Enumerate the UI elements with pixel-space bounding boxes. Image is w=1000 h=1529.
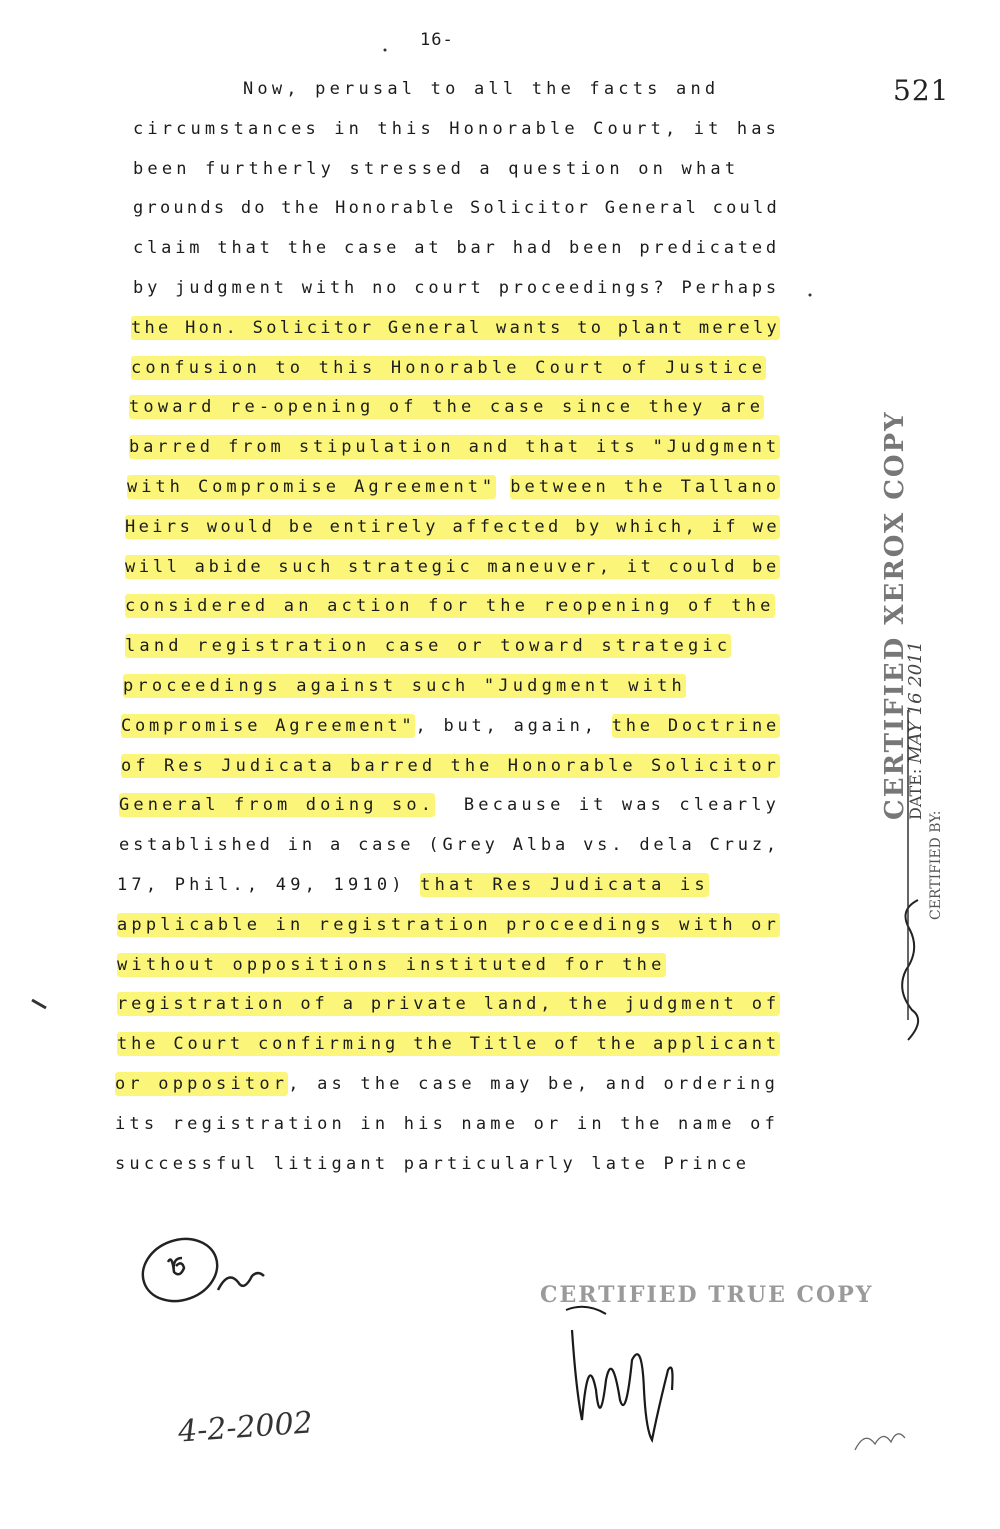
circled-page-mark [134,1229,264,1311]
text-segment: established in a case (Grey Alba vs. dela Cruz, [119,835,780,856]
highlighted-text: with Compromise Agreement" [127,477,497,497]
page-number-stamped: 521 [893,74,950,107]
highlighted-text: between the Tallano [510,477,781,497]
highlighted-text: or oppositor [115,1074,289,1094]
stamp-signature [902,710,918,1040]
text-segment: Because it was clearly [435,795,780,816]
text-segment: 17, Phil., 49, 1910) [117,875,421,895]
highlighted-text: that Res Judicata is [420,875,709,895]
handwritten-date: 4-2-2002 [176,1405,314,1450]
signature [566,1307,673,1440]
text-segment: by judgment with no court proceedings? Perhaps [133,278,780,298]
highlighted-text: proceedings against such "Judgment with [123,676,686,696]
scribble-mark [855,1434,905,1450]
text-segment: successful litigant particularly late Prince [115,1153,751,1174]
highlighted-text: registration of a private land, the judgment of [117,994,780,1015]
text-segment: circumstances in this Honorable Court, it has [133,118,780,139]
highlighted-text: of Res Judicata barred the Honorable Solicitor [121,755,780,776]
text-segment: , as the case may be, and ordering [288,1074,780,1094]
highlighted-text: toward re-opening of the case since they are [129,397,765,418]
highlighted-text: the Hon. Solicitor General wants to plant merely [131,317,780,338]
highlighted-text: confusion to this Honorable Court of Justice [131,357,767,378]
highlighted-text: General from doing so. [119,795,436,816]
highlighted-text: applicable in registration proceedings with or [117,914,780,935]
stamp-date-label: DATE: [906,768,925,820]
highlighted-text: barred from stipulation and that its "Judgment [129,437,780,458]
text-segment: Now, perusal to all the facts and [243,79,720,99]
highlighted-text: the Doctrine [611,715,781,736]
text-segment: claim that the case at bar had been predicated [133,238,780,259]
highlighted-text: Heirs would be entirely affected by which, if we [125,516,780,537]
highlighted-text: Compromise Agreement" [121,715,416,736]
stamp-title: CERTIFIED XEROX COPY [880,410,910,820]
highlighted-text: the Court confirming the Title of the applicant [117,1034,780,1055]
text-segment: been furtherly stressed a question on what [133,158,740,179]
highlighted-text: without oppositions instituted for the [117,954,666,975]
highlighted-text: will abide such strategic maneuver, it could be [125,556,780,577]
text-segment: its registration in his name or in the name of [115,1113,780,1134]
highlighted-text: land registration case or toward strategic [125,636,732,657]
text-segment: , but, again, [415,715,612,736]
page-number-top: 16- [420,30,454,50]
text-segment: grounds do the Honorable Solicitor General could [133,198,780,219]
stamp-date-value: MAY 16 2011 [905,640,926,764]
certified-true-copy-stamp: CERTIFIED TRUE COPY [540,1282,874,1308]
highlighted-text: considered an action for the reopening of the [125,596,775,617]
stamp-certified-by: CERTIFIED BY: [928,810,944,920]
